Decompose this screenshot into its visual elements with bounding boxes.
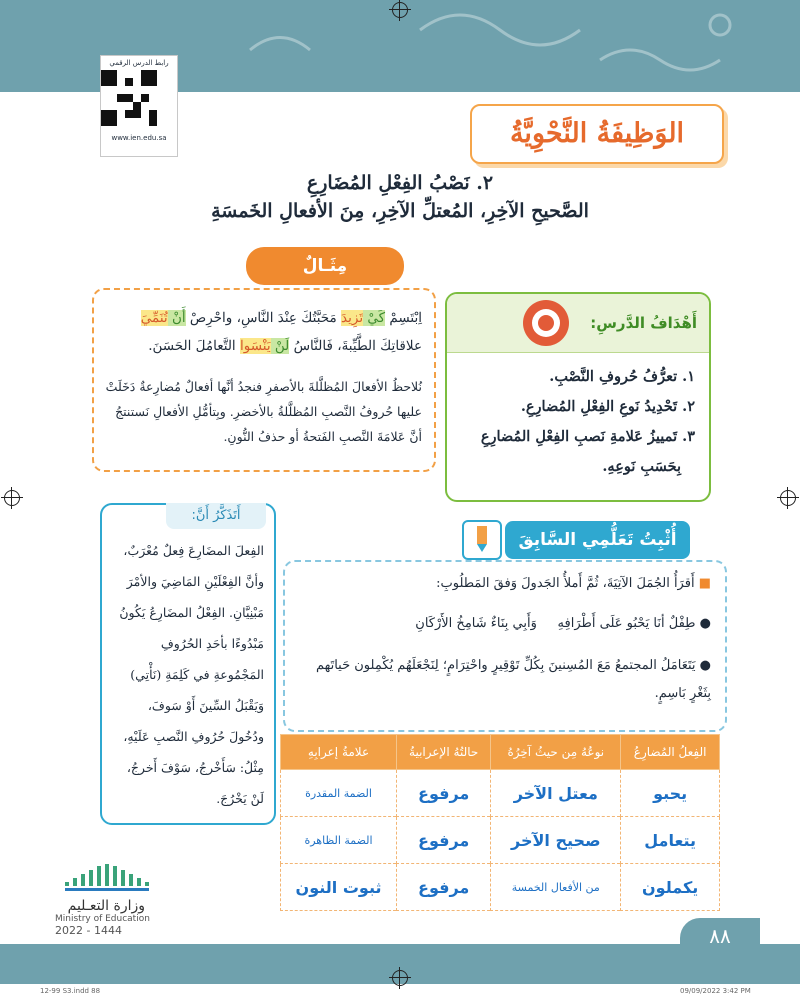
verbs-table — [280, 734, 720, 911]
particle-highlight: كَيْ — [363, 310, 386, 326]
table-header-row — [281, 735, 720, 770]
table-row — [281, 817, 720, 864]
pencil-icon — [462, 520, 502, 560]
ministry-year: 2022 - 1444 — [55, 924, 122, 937]
registration-mark-left — [4, 490, 20, 506]
ministry-emblem-icon — [55, 860, 165, 894]
sentence-poem — [299, 610, 711, 638]
goals-list — [459, 362, 695, 482]
lesson-goals-box — [445, 292, 711, 502]
remember-box — [100, 503, 276, 825]
previous-learning-title: أُثْبِتُ تَعَلُّمِي السَّابِقَ — [505, 521, 690, 559]
example-line-1 — [104, 304, 422, 332]
instruction-text: أَقرَأُ الجُمَلَ الآتِيَةَ، ثُمَّ أَملأُ الجَدولَ وَفقَ المَطلُوبِ: — [436, 576, 695, 591]
table-cell: يكملون — [621, 864, 720, 911]
qr-card[interactable] — [100, 55, 178, 157]
particle-highlight: لَنْ — [270, 338, 290, 354]
page-number: ٨٨ — [680, 918, 760, 958]
registration-mark-bottom — [392, 970, 408, 986]
example-sentence — [104, 304, 422, 360]
table-header: حالتُهُ الإعرابيةُ — [397, 735, 491, 770]
ministry-arabic: وزارة التعـليم — [67, 898, 145, 914]
registration-mark-right — [780, 490, 796, 506]
particle-highlight: أَنْ — [167, 310, 186, 326]
bullet-icon: ● — [699, 616, 711, 631]
lesson-heading: ٢. نَصْبُ الفِعْلِ المُضَارِعِ — [306, 172, 494, 194]
qr-code-icon — [101, 70, 157, 126]
table-cell: من الأفعال الخمسة — [491, 864, 621, 911]
text-span: اِبْتَسِمْ — [385, 310, 422, 326]
example-line-2 — [104, 332, 422, 360]
text-span: علاقاتِكَ الطَّيِّبةَ، فَالنَّاسُ — [289, 338, 422, 354]
bullet-square-icon: ■ — [698, 576, 711, 591]
table-cell: صحيح الآخر — [491, 817, 621, 864]
registration-mark-top — [392, 2, 408, 18]
bullet-icon: ● — [699, 658, 711, 673]
goal-item: ٣. تَمييزُ عَلامةِ نَصبِ الفِعْلِ المُضارِعِ — [480, 428, 695, 445]
example-note: نُلاحظُ الأفعالَ المُظلَّلةَ بالأصفرِ فنجدُ أنَّها أفعالٌ مُضارِعةٌ دَخَلَتْ عليها حُروفُ النَّصبِ المُظلَّلةُ بالأخضرِ. وبِتأمُّلِ الأفعالِ نَستنتجُ أنَّ عَلامَةَ النَّصبِ الفَتحةُ أو حذفُ النُّونِ. — [105, 379, 422, 444]
target-icon — [523, 300, 569, 346]
poem-half-1: طِفْلٌ أنَا يَحْبُو عَلَى أَطْرَافِهِ — [557, 616, 696, 631]
table-cell: مرفوع — [397, 817, 491, 864]
remember-text: الفِعلَ المضَارِعَ فِعلٌ مُعْرَبٌ، وأنَّ الفِعْلَيْنِ المَاضِيَ والأمْرَ مَبْنِيَّانِ. الفِعْلُ المضَارِعُ يَكُونُ مَبْدُوءًا بأحَدِ الحُرُوفِ المَجْمُوعةِ في كَلِمَةِ (نَأْتِي) وَيَقْبَلُ السِّينَ أَوْ سَوفَ، ودُخُولَ حُرُوفِ النَّصبِ عَلَيْهِ، مِثْلُ: سَأَخْرجُ، سَوْفَ أَخرجُ، لَنْ يَخْرُجَ. — [119, 543, 264, 806]
slug-left: 12-99 S3.indd 88 — [40, 987, 101, 995]
table-row — [281, 864, 720, 911]
table-row — [281, 770, 720, 817]
table-cell: مرفوع — [397, 770, 491, 817]
poem-half-2: وَأَبِي بِنَاءٌ شَامِخُ الأَرْكَانِ — [415, 616, 537, 631]
ministry-logo — [55, 860, 195, 937]
table-cell: يتعامل — [621, 817, 720, 864]
qr-url[interactable]: www.ien.edu.sa — [111, 134, 167, 142]
table-header: الفِعلُ المُضارِعُ — [621, 735, 720, 770]
text-span: التَّعامُلَ الحَسَنَ. — [148, 338, 240, 354]
ministry-english: Ministry of Education — [55, 914, 150, 924]
qr-caption: رابط الدرس الرقمي — [109, 59, 169, 67]
table-cell: الضمة الظاهرة — [281, 817, 397, 864]
example-label: مِثَـالٌ — [246, 247, 404, 285]
table-cell: الضمة المقدرة — [281, 770, 397, 817]
goal-item: ٢. تَحْدِيدُ نَوعِ الفِعْلِ المُضارِعِ. — [520, 398, 695, 415]
verb-highlight: يَنْسَوا — [239, 338, 271, 354]
section-title: الوَظِيفَةُ النَّحْوِيَّةُ — [509, 118, 685, 149]
prose-text: يَتَعَامَلُ المجتمعُ مَعَ المُسِنينَ بِكُلِّ تَوْقِيرٍ واحْتِرَامٍ؛ لِنَجْعَلَهُم يُكْمِلون حَياتَهم بِثَغْرٍ بَاسِمٍ. — [315, 658, 711, 701]
goals-header — [447, 294, 709, 353]
sentence-prose — [299, 652, 711, 708]
previous-learning-box — [283, 560, 727, 732]
text-span: مَحَبَّتُكَ عِنْدَ النَّاسِ، واحْرِصْ — [185, 310, 342, 326]
goal-item: بِحَسَبِ نَوعِهِ. — [602, 458, 681, 475]
remember-title: أَتَذَكَّرُ أَنَّ: — [166, 503, 266, 529]
table-cell: يحبو — [621, 770, 720, 817]
table-header: نوعُهُ مِن حيثُ آخِرُهُ — [491, 735, 621, 770]
previous-instruction — [299, 570, 711, 598]
goals-title: أَهْدَافُ الدَّرسِ: — [590, 314, 697, 332]
table-cell: مرفوع — [397, 864, 491, 911]
table-cell: ثبوت النون — [281, 864, 397, 911]
goal-item: ١. تعرُّفُ حُروفِ النَّصْبِ. — [549, 368, 695, 385]
verb-highlight: تَزِيدَ — [341, 310, 364, 326]
example-box — [92, 288, 436, 472]
section-title-box — [470, 104, 724, 164]
verb-highlight: تُنَمِّيَ — [140, 310, 168, 326]
table-cell: معتل الآخر — [491, 770, 621, 817]
slug-right: 09/09/2022 3:42 PM — [680, 987, 751, 995]
table-header: علامةُ إعرابِهِ — [281, 735, 397, 770]
lesson-subheading: الصَّحيحِ الآخِرِ، المُعتلِّ الآخِرِ، مِنَ الأفعالِ الخَمسَةِ — [211, 200, 589, 222]
